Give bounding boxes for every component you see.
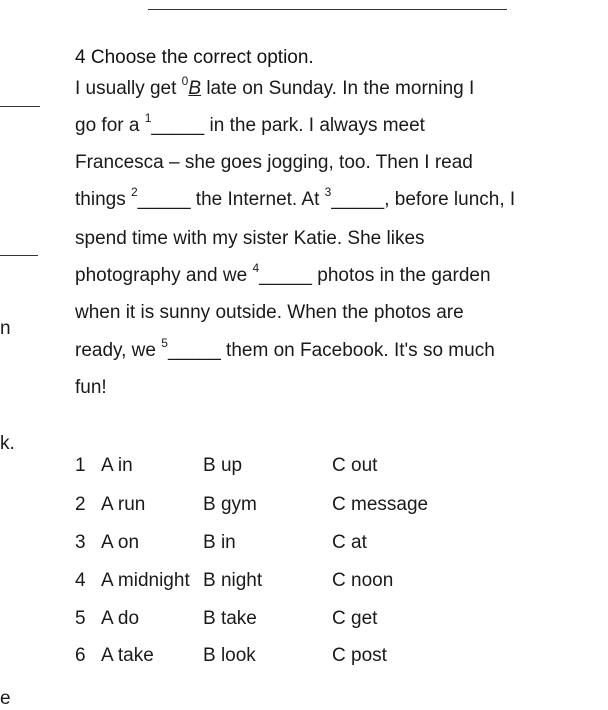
gap-number: 5 (161, 335, 168, 350)
paragraph-line: spend time with my sister Katie. She likes (75, 228, 425, 249)
option-a: A do (101, 608, 140, 629)
option-c: C message (332, 494, 429, 515)
option-a: A take (101, 645, 154, 666)
left-text-fragment: e (0, 688, 11, 709)
option-a: A in (101, 455, 133, 476)
gap-number: 1 (144, 110, 152, 125)
paragraph-line: photography and we $^4$_____ photos in the garden (75, 260, 491, 286)
paragraph-line: Francesca – she goes jogging, too. Then I read (75, 152, 473, 173)
option-c: C post (332, 645, 387, 666)
answer-gap: _____ (137, 189, 191, 210)
left-margin-line (0, 255, 38, 256)
gap-number: 4 (252, 260, 260, 275)
option-number: 3 (75, 532, 86, 553)
example-answer: B (188, 78, 202, 99)
option-b: B gym (203, 494, 257, 515)
exercise-heading: 4 Choose the correct option. (75, 47, 314, 68)
answer-gap: _____ (167, 340, 221, 361)
option-b: B in (203, 532, 236, 553)
option-a: A midnight (101, 570, 190, 591)
gap-number: 3 (324, 184, 332, 199)
option-c: C get (332, 608, 378, 629)
option-number: 6 (75, 645, 86, 666)
option-c: C at (332, 532, 367, 553)
left-text-fragment: k. (0, 433, 15, 454)
option-c: C noon (332, 570, 394, 591)
gap-number: 2 (130, 184, 138, 199)
option-b: B look (203, 645, 256, 666)
option-a: A run (101, 494, 146, 515)
paragraph-line: fun! (75, 377, 107, 398)
option-a: A on (101, 532, 140, 553)
answer-gap: _____ (151, 115, 205, 136)
answer-gap: _____ (331, 189, 385, 210)
option-number: 2 (75, 494, 86, 515)
option-number: 4 (75, 570, 86, 591)
gap-number: 0 (181, 73, 189, 88)
paragraph-line: I usually get $^0$B late on Sunday. In the morning I (75, 73, 475, 99)
paragraph-line: when it is sunny outside. When the photos are (75, 302, 464, 323)
paragraph-line: things $^2$_____ the Internet. At $^3$_____, before lunch, I (75, 184, 516, 210)
left-text-fragment: n (0, 318, 11, 339)
paragraph-line: go for a $^1$_____ in the park. I always meet (75, 110, 425, 136)
paragraph-line: ready, we $^5$_____ them on Facebook. It's so much (75, 335, 495, 361)
left-margin-line (0, 106, 40, 107)
option-b: B up (203, 455, 243, 476)
option-b: B night (203, 570, 263, 591)
option-number: 1 (75, 455, 86, 476)
answer-gap: _____ (259, 265, 312, 286)
option-c: C out (332, 455, 378, 476)
option-number: 5 (75, 608, 86, 629)
option-b: B take (203, 608, 257, 629)
top-answer-line (148, 9, 507, 10)
